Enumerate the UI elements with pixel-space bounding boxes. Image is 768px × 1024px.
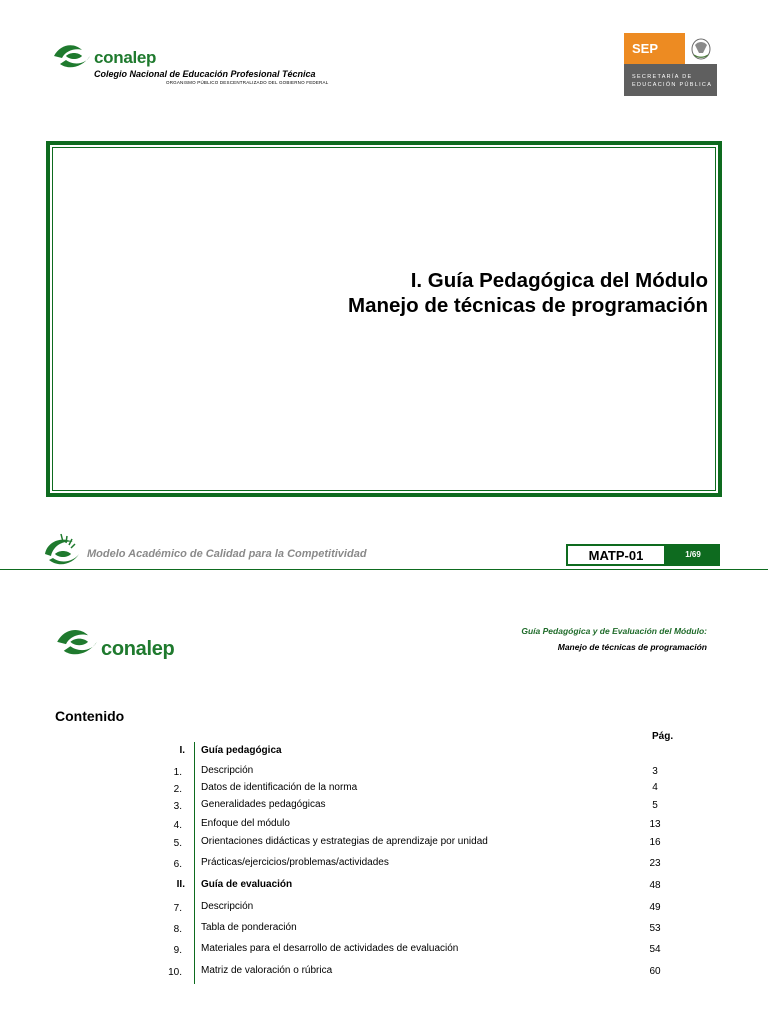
conalep-subtitle: ORGANISMO PÚBLICO DESCENTRALIZADO DEL GOBIERNO FEDERAL (166, 80, 329, 85)
footer-tagline: Modelo Académico de Calidad para la Competitividad (87, 548, 367, 560)
contents-heading: Contenido (55, 708, 125, 724)
conalep-brand: conalep (101, 638, 175, 660)
sep-name (624, 64, 717, 96)
toc-divider (194, 742, 195, 984)
toc-item-number: 5. (173, 838, 182, 849)
toc-item-title[interactable]: Descripción (201, 765, 254, 776)
toc-item-page: 60 (649, 966, 661, 977)
guide-header-module: Manejo de técnicas de programación (557, 642, 707, 652)
toc-item-number: 2. (173, 784, 182, 795)
toc-item-page: 49 (649, 902, 661, 913)
toc-item-title[interactable]: Datos de identificación de la norma (201, 782, 358, 793)
toc-item-page: 4 (652, 782, 658, 793)
toc-item-title[interactable]: Matriz de valoración o rúbrica (201, 965, 333, 976)
page-number: 1/69 (666, 544, 720, 566)
toc-item-page: 3 (652, 766, 658, 777)
toc-item-page: 5 (652, 800, 658, 811)
sep-name-line2: EDUCACIÓN PÚBLICA (632, 82, 713, 88)
conalep-full-name: Colegio Nacional de Educación Profesional Técnica (94, 69, 316, 79)
document-title: I. Guía Pedagógica del Módulo (410, 269, 708, 292)
toc-item-title[interactable]: Generalidades pedagógicas (201, 799, 326, 810)
sep-name-line1: SECRETARÍA DE (632, 74, 693, 80)
footer-divider (0, 569, 768, 570)
toc-item-title[interactable]: Prácticas/ejercicios/problemas/actividades (201, 857, 389, 868)
toc-item-title[interactable]: Tabla de ponderación (201, 922, 297, 933)
toc-item-number: 3. (173, 801, 182, 812)
quality-model-logo (41, 530, 83, 570)
conalep-emblem-icon (55, 626, 99, 660)
sep-logo (624, 33, 717, 96)
toc-item-title[interactable]: Materiales para el desarrollo de actividades de evaluación (201, 943, 459, 954)
toc-item-title[interactable]: Enfoque del módulo (201, 818, 290, 829)
toc-item-number: 6. (173, 859, 182, 870)
mexico-eagle-icon (685, 33, 717, 64)
conalep-emblem-icon (52, 42, 92, 72)
toc-item-number: 10. (168, 967, 182, 978)
sep-acronym: SEP (624, 33, 685, 64)
title-box (46, 141, 722, 497)
toc-item-number: 1. (173, 767, 182, 778)
toc-item-title[interactable]: Descripción (201, 901, 254, 912)
toc-item-page: 13 (649, 819, 661, 830)
toc-item-number: I. (179, 745, 185, 756)
toc-item-number: 8. (173, 924, 182, 935)
toc-item-number: 9. (173, 945, 182, 956)
toc-item-title[interactable]: Guía de evaluación (201, 879, 293, 890)
toc-item-page: 23 (649, 858, 661, 869)
toc-item-number: 4. (173, 820, 182, 831)
toc-item-title[interactable]: Orientaciones didácticas y estrategias de aprendizaje por unidad (201, 836, 488, 847)
toc-item-number: II. (176, 879, 185, 890)
page-column-header: Pág. (652, 731, 674, 742)
toc-item-page: 54 (649, 944, 661, 955)
toc-item-number: 7. (173, 903, 182, 914)
module-code: MATP-01 (566, 544, 666, 566)
toc-item-page: 53 (649, 923, 661, 934)
module-title: Manejo de técnicas de programación (348, 294, 708, 317)
toc-item-page: 16 (649, 837, 661, 848)
conalep-brand: conalep (94, 48, 157, 67)
toc-item-page: 48 (649, 880, 661, 891)
toc-item-title[interactable]: Guía pedagógica (201, 745, 282, 756)
guide-header-title: Guía Pedagógica y de Evaluación del Módulo: (521, 626, 707, 636)
quality-model-icon (41, 530, 83, 570)
